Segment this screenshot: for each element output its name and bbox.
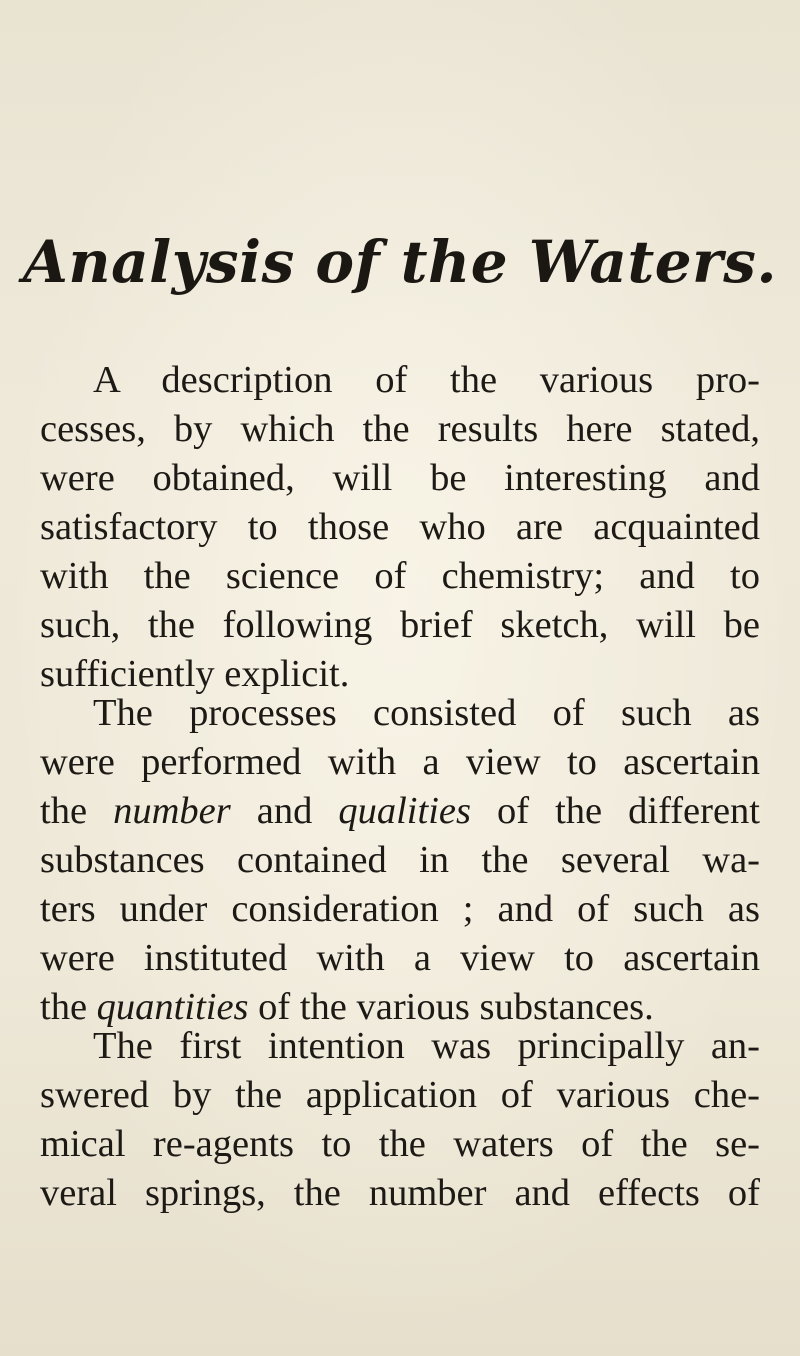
text-run: The processes consisted of such as (93, 692, 760, 734)
page-title: Analysis of the Waters. (22, 228, 778, 296)
text-line (40, 934, 760, 983)
text-line (40, 1022, 760, 1071)
text-run: and (230, 790, 339, 832)
text-line (40, 1071, 760, 1120)
text-run: swered by the application of various che- (40, 1074, 760, 1116)
text-line (40, 885, 760, 934)
text-run: the (40, 790, 114, 832)
text-run: mical re-agents to the waters of the se- (40, 1123, 760, 1165)
text-line (40, 836, 760, 885)
italic-phrase: quantities (96, 986, 249, 1028)
text-run: were instituted with a view to ascertain (40, 937, 760, 979)
text-line (40, 1169, 760, 1218)
text-run: were performed with a view to ascertain (40, 741, 760, 783)
text-line (40, 356, 760, 405)
text-line (40, 454, 760, 503)
text-run: sufficiently explicit. (40, 653, 350, 695)
text-run: satisfactory to those who are acquainted (40, 506, 760, 548)
text-run: of the various substances. (248, 986, 654, 1028)
text-run: substances contained in the several wa- (40, 839, 760, 881)
italic-phrase: qualities (338, 790, 471, 832)
paragraph (40, 689, 760, 1032)
text-line (40, 1120, 760, 1169)
text-run: were obtained, will be interesting and (40, 457, 760, 499)
text-line (40, 405, 760, 454)
text-run: cesses, by which the results here stated, (40, 408, 760, 450)
text-run: ters under consideration ; and of such as (40, 888, 760, 930)
text-run: the (40, 986, 97, 1028)
text-run: A description of the various pro- (93, 359, 760, 401)
text-run: of the different (470, 790, 760, 832)
text-line (40, 738, 760, 787)
paragraph (40, 1022, 760, 1218)
italic-phrase: number (113, 790, 231, 832)
text-line (40, 552, 760, 601)
text-line (40, 689, 760, 738)
text-run: veral springs, the number and effects of (40, 1172, 760, 1214)
text-run: such, the following brief sketch, will be (40, 604, 760, 646)
paragraph (40, 356, 760, 699)
text-run: The first intention was principally an- (93, 1025, 760, 1067)
text-line (40, 503, 760, 552)
text-line (40, 787, 760, 836)
text-line (40, 601, 760, 650)
text-run: with the science of chemistry; and to (40, 555, 760, 597)
